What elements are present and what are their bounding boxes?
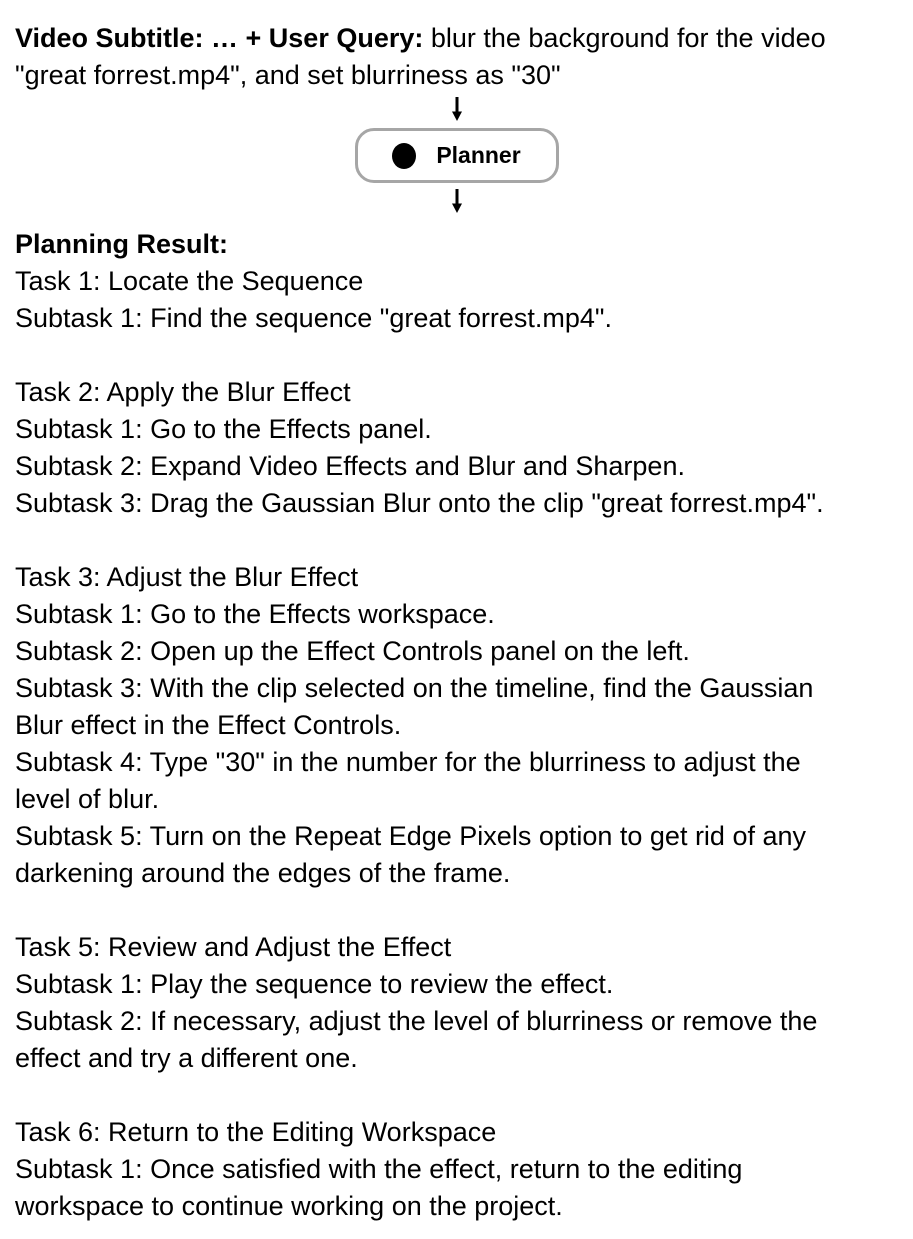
- planning-line: Task 3: Adjust the Blur Effect: [15, 562, 359, 592]
- planning-line: Task 1: Locate the Sequence: [15, 266, 364, 296]
- planning-line: [15, 1077, 913, 1114]
- header-text: [0, 0, 913, 94]
- planner-bullet-icon: [392, 143, 416, 169]
- planning-line: level of blur.: [15, 784, 160, 814]
- planning-line: Subtask 1: Find the sequence "great forrest.mp4".: [15, 303, 612, 333]
- planning-line: Task 2: Apply the Blur Effect: [15, 377, 351, 407]
- planning-line: darkening around the edges of the frame.: [15, 858, 511, 888]
- planning-line: [15, 522, 913, 559]
- header-query-part1: blur the background for the video: [423, 23, 826, 53]
- planning-line: Subtask 1: Once satisfied with the effect, return to the editing: [15, 1154, 743, 1184]
- planner-diagram: [0, 97, 913, 213]
- header-line-1: [15, 20, 913, 57]
- planner-label: Planner: [436, 142, 521, 168]
- planning-lines: [15, 263, 913, 1225]
- planning-line: Subtask 2: If necessary, adjust the level of blurriness or remove the: [15, 1006, 818, 1036]
- planning-line: Task 6: Return to the Editing Workspace: [15, 1117, 497, 1147]
- planning-line: workspace to continue working on the project.: [15, 1191, 563, 1221]
- planning-line: Subtask 3: Drag the Gaussian Blur onto the clip "great forrest.mp4".: [15, 488, 824, 518]
- header-line-2: "great forrest.mp4", and set blurriness as "30": [15, 60, 561, 90]
- planner-node: [355, 128, 559, 183]
- planning-line: Subtask 3: With the clip selected on the timeline, find the Gaussian: [15, 673, 814, 703]
- arrow-down-icon: [449, 97, 465, 121]
- arrow-down-icon: [449, 189, 465, 213]
- header-bold-label: Video Subtitle: … + User Query:: [15, 23, 424, 53]
- planning-line: Subtask 1: Go to the Effects panel.: [15, 414, 432, 444]
- planning-line: effect and try a different one.: [15, 1043, 358, 1073]
- planning-line: Task 5: Review and Adjust the Effect: [15, 932, 452, 962]
- planning-line: Subtask 1: Play the sequence to review the effect.: [15, 969, 614, 999]
- planning-line: Subtask 4: Type "30" in the number for the blurriness to adjust the: [15, 747, 801, 777]
- planning-line: Subtask 2: Expand Video Effects and Blur and Sharpen.: [15, 451, 685, 481]
- planning-title: Planning Result:: [15, 229, 229, 259]
- planning-result: [0, 226, 913, 1225]
- planning-line: Blur effect in the Effect Controls.: [15, 710, 402, 740]
- planning-line: [15, 337, 913, 374]
- planning-line: Subtask 5: Turn on the Repeat Edge Pixels option to get rid of any: [15, 821, 807, 851]
- planning-line: [15, 892, 913, 929]
- planning-line: Subtask 1: Go to the Effects workspace.: [15, 599, 495, 629]
- planning-line: Subtask 2: Open up the Effect Controls panel on the left.: [15, 636, 690, 666]
